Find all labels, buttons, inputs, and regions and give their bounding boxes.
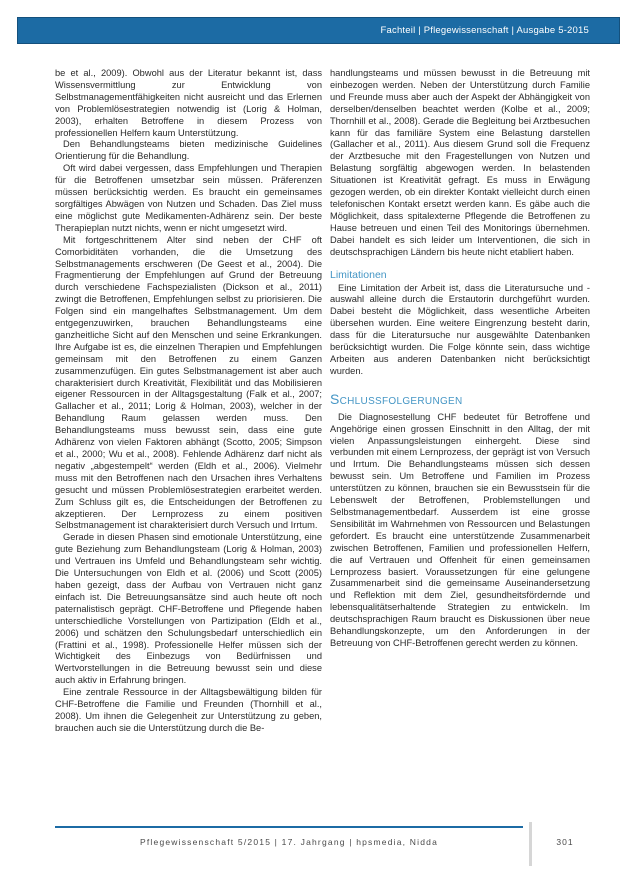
paragraph: be et al., 2009). Obwohl aus der Literatur bekannt ist, dass Wissensvermittlung zur Entwicklung von Selbstmanagementfähigkeiten nicht ausreicht und das Erlernen von Problemlösestrategien notwendig ist (Lorig & Holman, 2003), erhalten Betroffene in diesem Prozess von professionellen Helfern kaum Unterstützung.	[55, 68, 322, 138]
paragraph: Die Diagnosestellung CHF bedeutet für Betroffene und Angehörige einen grossen Einschnitt in den Alltag, der mit vielen Anpassungsleistungen einhergeht. Diese sind verbunden mit einem Lernprozess, der geprägt ist von Versuch und Irrtum. Die Behandlungsteams müssen sich dessen bewusst sein. Um Betroffene und Familien im Prozess unterstützen zu können, brauchen sie ein Bewusstsein für die Lebenswelt der Betroffenen, Problemstellungen und Selbstmanagementbedarf. Ausserdem ist eine grosse Sensibilität im Wahrnehmen von Ressourcen und Belastungen gefordert. Es braucht eine unterstützende Zusammenarbeit zwischen Betroffenen, Familien und professionellen Helfern, die auf Vertrauen und Offenheit für einen gemeinsamen Lernprozess basiert. Voraussetzungen für eine gelungene Zusammenarbeit sind die gemeinsame Auseinandersetzung und Reflektion mit dem Ziel, gesundheitsfördernde und lebensqualitätserhaltende Strategien zu entwickeln. Im deutschsprachigen Raum braucht es Diskussionen über neue Behandlungskonzepte, um den Anforderungen in der Betreuung von CHF-Betroffenen gerecht werden zu können.	[330, 411, 590, 648]
paragraph: Mit fortgeschrittenem Alter sind neben der CHF oft Comorbiditäten vorhanden, die die Umsetzung des Selbstmanagements erschweren (De Geest et al., 2004). Die Fragmentierung der Empfehlungen auf Grund der Betreuung durch verschiedene Fachspezialisten (Dickson et al., 2011) zwingt die Betroffenen, Empfehlungen selbst zu priorisieren. Die Folgen sind ein mangelhaftes Selbstmanagement. Um dem entgegenzuwirken, brauchen Behandlungsteams eine ganzheitliche Sicht auf den Menschen und seine Erkrankungen. Ihre Aufgabe ist es, die einzelnen Therapien und Empfehlungen gemeinsam mit den Betroffenen zu einem Ganzen zusammenzufügen. Ein gutes Selbstmanagement ist aber auch charakterisiert durch Kreativität, Flexibilität und das Mobilisieren eigener Ressourcen in der Alltagsgestaltung (Falk et al., 2007; Gallacher et al., 2011; Lorig & Holman, 2003), welcher in der Behandlung Raum gelassen werden muss. Den Behandlungsteams muss bewusst sein, dass eine gute Adhärenz von vielen Faktoren abhängt (Scotto, 2005; Simpson et al., 2000; Wu et al., 2008). Fehlende Adhärenz darf nicht als negativ „abgestempelt“ werden (Eldh et al., 2006). Vielmehr muss mit den Betroffenen nach den Ursachen ihres Verhaltens gesucht und müssen Problemlösestrategien erarbeitet werden. Zum Schluss gilt es, die Entscheidungen der Betroffenen zu akzeptieren. Der Lernprozess zu einem positiven Selbstmanagement ist charakterisiert durch Versuch und Irrtum.	[55, 234, 322, 531]
footer-separator	[529, 822, 532, 866]
header-bar	[17, 17, 620, 44]
section-heading-limitationen: Limitationen	[330, 268, 387, 281]
footer-rule	[55, 826, 523, 828]
paragraph: Eine zentrale Ressource in der Alltagsbewältigung bilden für CHF-Betroffene die Familie und Freunden (Thornhill et al., 2008). Um ihnen die Gelegenheit zur Unterstützung zu geben, brauchen auch sie die Unterstützung durch die Be-	[55, 687, 322, 733]
article-left-column	[55, 68, 322, 735]
paragraph: Eine Limitation der Arbeit ist, dass die Literatursuche und -auswahl alleine durch die Erstautorin durchgeführt wurden. Dabei besteht die Möglichkeit, dass wesentliche Arbeiten übersehen wurden. Eine weitere Eingrenzung besteht darin, dass für die Literatursuche nur ausgewählte Datenbanken berücksichtigt wurden. Die Folge könnte sein, dass wichtige Arbeiten aus anderen Datenbanken nicht berücksichtigt wurden.	[330, 282, 590, 376]
paragraph: Gerade in diesen Phasen sind emotionale Unterstützung, eine gute Beziehung zum Behandlungsteam (Lorig & Holman, 2003) und Vertrauen ins Umfeld und Behandlungsteam sehr wichtig. Die Untersuchungen von Eldh et al. (2006) und Scott (2005) haben gezeigt, dass der Aufbau von Vertrauen nicht ganz einfach ist. Die Betreuungsansätze sind auch heute oft noch paternalistisch geprägt. CHF-Betroffene und Pflegende haben unterschiedliche Vorstellungen von Partizipation (Eldh et al., 2006) und schätzen den Schulungsbedarf unterschiedlich ein (Frattini et al., 1998). Professionelle Helfer müssen sich der Wichtigkeit des Einbezugs von Bedürfnissen und Wertvorstellungen in die Betreuung bewusst sein und diese auch aktiv in Erfahrung bringen.	[55, 532, 322, 686]
header-bar-text: Fachteil | Pflegewissenschaft | Ausgabe 5-2015	[380, 25, 589, 36]
page-number: 301	[556, 837, 574, 847]
section-heading-schlussfolgerungen: Schlussfolgerungen	[330, 390, 463, 407]
paragraph: Den Behandlungsteams bieten medizinische Guidelines Orientierung für die Behandlung.	[55, 139, 322, 162]
paragraph: Oft wird dabei vergessen, dass Empfehlungen und Therapien für die Betroffenen umsetzbar sein müssen. Präferenzen müssen berücksichtig werden. Es braucht ein gemeinsames sorgfältiges Abwägen von Nutzen und Schaden. Das Ziel muss eine möglichst gute Medikamenten-Adhärenz sein. Der beste Therapieplan nutzt nichts, wenn er nicht umgesetzt wird.	[55, 163, 322, 233]
footer-journal-line: Pflegewissenschaft 5/2015 | 17. Jahrgang | hpsmedia, Nidda	[140, 837, 438, 847]
article-body	[55, 68, 590, 735]
paragraph: handlungsteams und müssen bewusst in die Betreuung mit einbezogen werden. Neben der Unterstützung durch Familie und Freunde muss aber auch der Aspekt der Abhängigkeit von derselben/denselben beachtet werden (Kolbe et al., 2009; Thornhill et al., 2008). Gerade die Begleitung bei Arztbesuchen kann für das familiäre System eine Belastung darstellen (Gallacher et al., 2011). Aus diesem Grund soll die Frequenz der Arztbesuche mit den Fragestellungen von Nutzen und Belastung sorgfältig abgewogen werden. In belastenden Situationen ist Kreativität gefragt. Es muss in Erwägung gezogen werden, ob ein direkter Kontakt vielleicht durch einen telefonischen Kontakt ersetzt werden kann. Es gäbe auch die Möglichkeit, dass spitalexterne Pflegende die Betroffenen zu Hause betreuen und einen Teil des Monitorings übernehmen. Dabei handelt es sich leider um Interventionen, die sich in deutschsprachigen Ländern bis heute nicht etabliert haben.	[330, 68, 590, 257]
article-right-column	[330, 68, 590, 735]
